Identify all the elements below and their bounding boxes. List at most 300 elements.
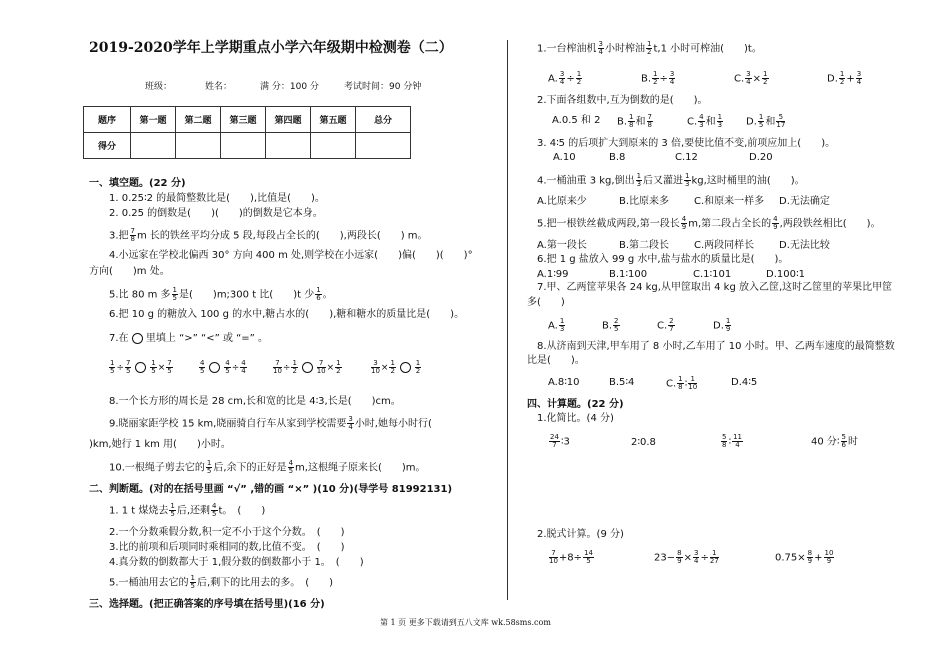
q7-text-b: 里填上 “>” “<” 或 “=” 。 bbox=[145, 333, 269, 344]
q5-text-b: 是( )m;300 t 比( )t 少 bbox=[179, 289, 315, 301]
denominator: 7 bbox=[669, 325, 674, 333]
j1-text-a: 1. 1 t 煤烧去 bbox=[109, 505, 169, 517]
compare-expression-1 bbox=[108, 360, 174, 375]
score-cell[interactable] bbox=[131, 133, 176, 159]
operator: ÷ bbox=[231, 363, 240, 373]
j1-text-c: t。 ( ) bbox=[218, 505, 266, 517]
fraction bbox=[559, 318, 565, 333]
numerator: 4 bbox=[288, 459, 294, 467]
numerator: 1 bbox=[678, 375, 683, 383]
operator: × bbox=[326, 363, 335, 373]
fraction bbox=[130, 228, 136, 243]
c2-option-c[interactable] bbox=[687, 114, 724, 129]
c5-option-c[interactable]: C.两段同样长 bbox=[694, 240, 755, 251]
denominator: 8 bbox=[629, 121, 634, 129]
fraction bbox=[628, 114, 634, 129]
numerator: 3 bbox=[746, 70, 751, 78]
fraction bbox=[776, 114, 785, 129]
compute-c bbox=[775, 550, 835, 565]
question-3 bbox=[109, 228, 428, 243]
ratio-sign: ∶ bbox=[728, 436, 732, 448]
calc-1-title: 1.化简比。(4 分) bbox=[537, 413, 614, 424]
fraction bbox=[717, 114, 723, 129]
choice-1 bbox=[537, 41, 762, 56]
numerator: 7 bbox=[126, 359, 131, 367]
compare-expression-3 bbox=[272, 360, 343, 375]
option-label: C. bbox=[666, 378, 677, 390]
section-choice: 三、选择题。(把正确答案的序号填在括号里)(16 分) bbox=[89, 599, 325, 610]
c2-option-a[interactable]: A.0.5 和 2 bbox=[552, 115, 601, 126]
expr-head: 0.75× bbox=[775, 552, 806, 564]
fraction bbox=[688, 376, 697, 391]
expr-head: 23− bbox=[654, 552, 676, 564]
operator: × bbox=[752, 73, 762, 85]
c4-option-c[interactable]: C.和原来一样多 bbox=[694, 196, 765, 207]
q9-text-a: 9.晓丽家距学校 15 km,晓丽骑自行车从家到学校需要 bbox=[109, 418, 347, 430]
numerator: 4 bbox=[699, 113, 704, 121]
fraction bbox=[199, 360, 205, 375]
denominator: 9 bbox=[681, 223, 687, 231]
fraction bbox=[150, 360, 156, 375]
choice-6: 6.把 1 g 盐放入 99 g 水中,盐与盐水的质量比是( )。 bbox=[537, 254, 789, 265]
c1-option-d[interactable] bbox=[827, 71, 863, 86]
fraction bbox=[807, 550, 813, 565]
simplify-a bbox=[548, 434, 570, 449]
denominator: 2 bbox=[336, 367, 341, 375]
compare-expression-2 bbox=[198, 360, 248, 375]
fraction bbox=[710, 550, 719, 565]
numerator: 4 bbox=[225, 359, 230, 367]
fraction bbox=[166, 360, 172, 375]
fraction bbox=[315, 287, 321, 302]
score-cell[interactable] bbox=[266, 133, 311, 159]
fraction bbox=[109, 360, 115, 375]
simplify-d bbox=[811, 434, 858, 449]
c2-option-d[interactable] bbox=[746, 114, 786, 129]
expr-tail: ∶3 bbox=[560, 436, 570, 448]
fraction bbox=[288, 460, 294, 475]
c7-option-d[interactable] bbox=[713, 318, 732, 333]
c6-option-d[interactable]: D.100∶1 bbox=[766, 269, 805, 280]
operator: × bbox=[683, 552, 692, 564]
j1-text-b: 后,还剩 bbox=[176, 505, 211, 517]
denominator: 5 bbox=[167, 367, 172, 375]
q10-text-b: 后,余下的正好是 bbox=[213, 462, 287, 474]
numerator: 7 bbox=[549, 550, 558, 558]
judge-3: 3.比的前项和后项同时乘相同的数,比值不变。 ( ) bbox=[109, 542, 345, 553]
numerator: 1 bbox=[576, 70, 582, 78]
score-cell[interactable] bbox=[311, 133, 356, 159]
numerator: 1 bbox=[758, 113, 764, 121]
fraction bbox=[211, 503, 217, 518]
compare-circle[interactable] bbox=[302, 362, 313, 373]
j5-text-b: 后,剩下的比用去的多。 ( ) bbox=[197, 577, 333, 589]
section-calc: 四、计算题。(22 分) bbox=[527, 399, 624, 410]
denominator: 5 bbox=[151, 367, 156, 375]
numerator: 1 bbox=[172, 286, 178, 294]
connector: 和 bbox=[765, 116, 776, 128]
numerator: 3 bbox=[669, 70, 675, 78]
c7-option-b[interactable] bbox=[602, 318, 621, 333]
denominator: 6 bbox=[841, 441, 846, 449]
denominator: 10 bbox=[273, 367, 282, 375]
denominator: 5 bbox=[206, 467, 212, 475]
denominator: 2 bbox=[653, 78, 658, 86]
c3-option-d[interactable]: D.20 bbox=[749, 152, 773, 163]
page-title: 2019-2020学年上学期重点小学六年级期中检测卷（二） bbox=[89, 40, 453, 56]
denominator: 5 bbox=[190, 582, 196, 590]
c6-option-a[interactable]: A.1∶99 bbox=[537, 269, 569, 280]
score-cell[interactable] bbox=[176, 133, 221, 159]
denominator: 5 bbox=[212, 510, 217, 518]
numerator: 1 bbox=[559, 317, 565, 325]
numerator: 1 bbox=[685, 172, 690, 180]
c3-option-b[interactable]: B.8 bbox=[609, 152, 626, 163]
numerator: 24 bbox=[550, 433, 559, 441]
c4-option-b[interactable]: B.比原来多 bbox=[619, 196, 670, 207]
fraction bbox=[758, 114, 764, 129]
name-label: 姓名： bbox=[205, 82, 233, 92]
c1-option-c[interactable] bbox=[734, 71, 770, 86]
q3-text-b: m 长的铁丝平均分成 5 段,每段占全长的( ),两段长( ) m。 bbox=[137, 230, 428, 242]
numerator: 1 bbox=[629, 113, 634, 121]
q5-text-c: 。 bbox=[322, 289, 333, 301]
numerator: 4 bbox=[681, 215, 687, 223]
numerator: 1 bbox=[206, 459, 212, 467]
numerator: 1 bbox=[839, 70, 845, 78]
fraction bbox=[335, 360, 341, 375]
numerator: 1 bbox=[710, 550, 719, 558]
fraction bbox=[291, 360, 297, 375]
denominator: 6 bbox=[316, 294, 321, 302]
question-4-line2: 方向( )m 处。 bbox=[89, 266, 170, 277]
denominator: 3 bbox=[699, 121, 704, 129]
c4-text-b: 后又灌进 bbox=[643, 175, 684, 187]
denominator: 2 bbox=[576, 78, 582, 86]
j5-text-a: 5.一桶油用去它的 bbox=[109, 577, 189, 589]
c1-text-a: 1.一台榨油机 bbox=[537, 43, 597, 55]
expr-head: 40 分∶ bbox=[811, 436, 840, 448]
c6-option-c[interactable]: C.1∶101 bbox=[693, 269, 732, 280]
fraction bbox=[583, 550, 594, 565]
compare-circle[interactable] bbox=[400, 362, 411, 373]
section-fill-blank: 一、填空题。(22 分) bbox=[89, 178, 186, 189]
denominator: 9 bbox=[677, 557, 682, 565]
fraction bbox=[549, 434, 560, 449]
denominator: 2 bbox=[839, 78, 845, 86]
numerator: 1 bbox=[647, 40, 652, 48]
c2-option-b[interactable] bbox=[617, 114, 654, 129]
c7-option-a[interactable] bbox=[548, 318, 566, 333]
compare-circle[interactable] bbox=[209, 362, 220, 373]
numerator: 10 bbox=[824, 549, 834, 557]
denominator: 8 bbox=[647, 121, 652, 129]
fraction bbox=[172, 287, 178, 302]
c1-text-c: t,1 小时可榨油( )t。 bbox=[653, 43, 762, 55]
numerator: 3 bbox=[559, 70, 565, 78]
score-cell[interactable] bbox=[356, 133, 411, 159]
numerator: 7 bbox=[647, 113, 652, 121]
fraction bbox=[125, 360, 131, 375]
numerator: 8 bbox=[807, 549, 813, 557]
option-label: D. bbox=[746, 116, 757, 128]
numerator: 1 bbox=[336, 359, 341, 367]
c8-option-a[interactable]: A.8∶10 bbox=[548, 377, 580, 388]
numerator: 1 bbox=[110, 359, 115, 367]
q10-text-c: m,这根绳子原来长( )m。 bbox=[295, 462, 426, 474]
fraction bbox=[698, 114, 704, 129]
q3-text-a: 3.把 bbox=[109, 230, 129, 242]
c5-option-d[interactable]: D.无法比较 bbox=[779, 240, 830, 251]
c8-option-c[interactable] bbox=[666, 376, 698, 391]
numerator: 1 bbox=[415, 359, 421, 367]
numerator: 7 bbox=[317, 360, 326, 368]
fraction bbox=[613, 318, 619, 333]
compute-a bbox=[548, 550, 595, 565]
c1-option-a[interactable] bbox=[548, 71, 583, 86]
fraction bbox=[668, 318, 674, 333]
fraction bbox=[598, 41, 604, 56]
row-label: 得分 bbox=[84, 133, 131, 159]
numerator: 1 bbox=[688, 376, 697, 384]
denominator: 5 bbox=[225, 367, 230, 375]
denominator: 2 bbox=[763, 78, 768, 86]
c5-option-b[interactable]: B.第二段长 bbox=[619, 240, 670, 251]
q10-text-a: 10.一根绳子剪去它的 bbox=[109, 462, 205, 474]
class-label: 班级： bbox=[145, 82, 173, 92]
fraction bbox=[681, 216, 687, 231]
numerator: 8 bbox=[677, 549, 682, 557]
operator: ÷ bbox=[566, 73, 575, 85]
judge-5 bbox=[109, 575, 333, 590]
denominator: 5 bbox=[170, 510, 175, 518]
c1-option-b[interactable] bbox=[641, 71, 676, 86]
numerator: 7 bbox=[273, 360, 282, 368]
fraction bbox=[371, 360, 380, 375]
numerator: 3 bbox=[371, 360, 380, 368]
option-label: D. bbox=[827, 73, 838, 85]
header-cell: 题序 bbox=[84, 107, 131, 133]
numerator: 1 bbox=[717, 113, 723, 121]
denominator: 2 bbox=[415, 367, 421, 375]
numerator: 2 bbox=[669, 317, 674, 325]
fraction bbox=[669, 71, 675, 86]
fraction bbox=[732, 434, 743, 449]
c4-text-c: kg,这时桶里的油( )。 bbox=[691, 175, 805, 187]
numerator: 5 bbox=[776, 114, 785, 122]
fraction bbox=[169, 503, 175, 518]
choice-8-line2: 比是( )。 bbox=[527, 355, 585, 366]
numerator: 1 bbox=[292, 359, 297, 367]
full-score: 满 分：100 分 bbox=[260, 82, 319, 92]
connector: 和 bbox=[705, 116, 716, 128]
q7-text-a: 7.在 bbox=[109, 333, 129, 344]
numerator: 3 bbox=[693, 549, 699, 557]
numerator: 1 bbox=[390, 359, 395, 367]
denominator: 4 bbox=[348, 423, 353, 431]
option-label: A. bbox=[548, 320, 558, 332]
denominator: 5 bbox=[586, 557, 591, 565]
option-label: C. bbox=[734, 73, 745, 85]
numerator: 1 bbox=[151, 359, 156, 367]
numerator: 7 bbox=[130, 227, 136, 235]
denominator: 4 bbox=[856, 78, 862, 86]
denominator: 9 bbox=[807, 557, 813, 565]
denominator: 9 bbox=[725, 325, 731, 333]
denominator: 4 bbox=[669, 78, 675, 86]
question-8: 8.一个长方形的周长是 28 cm,长和宽的比是 4∶3,长是( )cm。 bbox=[109, 396, 401, 407]
numerator: 1 bbox=[725, 317, 731, 325]
c3-option-a[interactable]: A.10 bbox=[553, 152, 576, 163]
fraction bbox=[762, 71, 768, 86]
header-cell: 第二题 bbox=[176, 107, 221, 133]
operator: ÷ bbox=[659, 73, 668, 85]
circle-icon bbox=[132, 333, 143, 344]
c4-option-a[interactable]: A.比原来少 bbox=[537, 196, 587, 207]
fraction bbox=[389, 360, 395, 375]
denominator: 8 bbox=[678, 383, 683, 391]
fraction bbox=[576, 71, 582, 86]
c7-option-c[interactable] bbox=[657, 318, 676, 333]
numerator: 1 bbox=[653, 70, 658, 78]
ratio-sign: ∶ bbox=[684, 378, 688, 390]
question-9-line1 bbox=[109, 416, 432, 431]
denominator: 3 bbox=[717, 121, 723, 129]
choice-3: 3. 4∶5 的后项扩大到原来的 3 倍,要使比值不变,前项应加上( )。 bbox=[537, 138, 836, 149]
numerator: 4 bbox=[212, 502, 217, 510]
denominator: 3 bbox=[685, 180, 690, 188]
c3-option-c[interactable]: C.12 bbox=[675, 152, 698, 163]
fraction bbox=[636, 173, 642, 188]
denominator: 27 bbox=[709, 557, 719, 565]
numerator: 1 bbox=[316, 286, 321, 294]
denominator: 2 bbox=[292, 367, 297, 375]
judge-2: 2.一个分数乘假分数,积一定不小于这个分数。 ( ) bbox=[109, 527, 345, 538]
numerator: 4 bbox=[200, 359, 205, 367]
denominator: 10 bbox=[316, 367, 326, 375]
operator: + bbox=[814, 552, 823, 564]
denominator: 10 bbox=[688, 383, 698, 391]
option-label: B. bbox=[617, 116, 628, 128]
numerator: 3 bbox=[348, 415, 353, 423]
fraction bbox=[676, 550, 682, 565]
fraction bbox=[693, 550, 699, 565]
c8-option-b[interactable]: B.5∶4 bbox=[609, 377, 635, 388]
c5-text-b: m,第二段占全长的 bbox=[688, 218, 772, 230]
denominator: 5 bbox=[614, 325, 619, 333]
denominator: 5 bbox=[288, 467, 294, 475]
denominator: 4 bbox=[735, 441, 740, 449]
numerator: 11 bbox=[733, 433, 742, 441]
c5-text-a: 5.把一根铁丝截成两段,第一段长 bbox=[537, 218, 680, 230]
numerator: 5 bbox=[841, 433, 846, 441]
fraction bbox=[646, 41, 652, 56]
denominator: 7 bbox=[552, 441, 557, 449]
denominator: 4 bbox=[746, 78, 751, 86]
c1-text-b: 小时榨油 bbox=[605, 43, 646, 55]
c6-option-b[interactable]: B.1∶100 bbox=[609, 269, 648, 280]
numerator: 7 bbox=[167, 359, 172, 367]
question-10 bbox=[109, 460, 426, 475]
denominator: 4 bbox=[241, 367, 246, 375]
denominator: 10 bbox=[549, 557, 558, 565]
fraction bbox=[652, 71, 658, 86]
denominator: 2 bbox=[390, 367, 395, 375]
c5-text-c: ,两段铁丝相比( )。 bbox=[779, 218, 881, 230]
denominator: 17 bbox=[776, 121, 786, 129]
fraction bbox=[841, 434, 847, 449]
question-1: 1. 0.25∶2 的最简整数比是( ),比值是( )。 bbox=[109, 193, 325, 204]
option-label: B. bbox=[641, 73, 652, 85]
choice-5 bbox=[537, 216, 881, 231]
choice-7-line2: 多( ) bbox=[527, 297, 565, 308]
numerator: 1 bbox=[763, 70, 768, 78]
denominator: 5 bbox=[758, 121, 764, 129]
fraction bbox=[725, 318, 731, 333]
calc-2-title: 2.脱式计算。(9 分) bbox=[537, 529, 624, 540]
numerator: 3 bbox=[598, 40, 604, 48]
c8-option-d[interactable]: D.4∶5 bbox=[731, 377, 758, 388]
option-label: B. bbox=[602, 320, 613, 332]
numerator: 1 bbox=[636, 172, 642, 180]
question-9-line2: )km,她行 1 km 用( )小时。 bbox=[89, 439, 231, 450]
fraction bbox=[190, 575, 196, 590]
question-4-line1: 4.小远家在学校北偏西 30° 方向 400 m 处,则学校在小远家( )偏( )( )° bbox=[109, 250, 473, 261]
option-label: C. bbox=[687, 116, 698, 128]
denominator: 8 bbox=[130, 235, 136, 243]
option-label: A. bbox=[548, 73, 558, 85]
fraction bbox=[745, 71, 751, 86]
operator: ÷ bbox=[116, 363, 125, 373]
simplify-c bbox=[720, 434, 744, 449]
table-row bbox=[84, 133, 411, 159]
exam-time: 考试时间：90 分钟 bbox=[344, 82, 422, 92]
option-label: D. bbox=[713, 320, 724, 332]
score-cell[interactable] bbox=[221, 133, 266, 159]
simplify-b: 2∶0.8 bbox=[631, 437, 656, 448]
denominator: 2 bbox=[647, 48, 652, 56]
fraction bbox=[224, 360, 230, 375]
q9-text-b: 小时,她每小时行( bbox=[354, 418, 432, 430]
fraction bbox=[240, 360, 246, 375]
fraction bbox=[559, 71, 565, 86]
denominator: 5 bbox=[200, 367, 205, 375]
fraction bbox=[549, 550, 558, 565]
denominator: 3 bbox=[636, 180, 642, 188]
numerator: 4 bbox=[241, 359, 246, 367]
fraction bbox=[677, 376, 683, 391]
numerator: 4 bbox=[773, 215, 778, 223]
connector: 和 bbox=[635, 116, 646, 128]
fraction bbox=[772, 216, 778, 231]
c4-option-d[interactable]: D.无法确定 bbox=[779, 196, 830, 207]
expr-tail: 时 bbox=[847, 436, 858, 448]
denominator: 4 bbox=[693, 557, 699, 565]
numerator: 14 bbox=[584, 549, 593, 557]
fraction bbox=[824, 550, 835, 565]
operator: × bbox=[157, 363, 166, 373]
operator: ÷ bbox=[700, 552, 709, 564]
compute-b bbox=[654, 550, 720, 565]
fraction bbox=[206, 460, 212, 475]
fraction bbox=[347, 416, 353, 431]
compare-circle[interactable] bbox=[135, 362, 146, 373]
numerator: 1 bbox=[170, 502, 175, 510]
c5-option-a[interactable]: A.第一段长 bbox=[537, 240, 587, 251]
compare-expression-4 bbox=[370, 360, 422, 375]
header-cell: 第三题 bbox=[221, 107, 266, 133]
table-row bbox=[84, 107, 411, 133]
